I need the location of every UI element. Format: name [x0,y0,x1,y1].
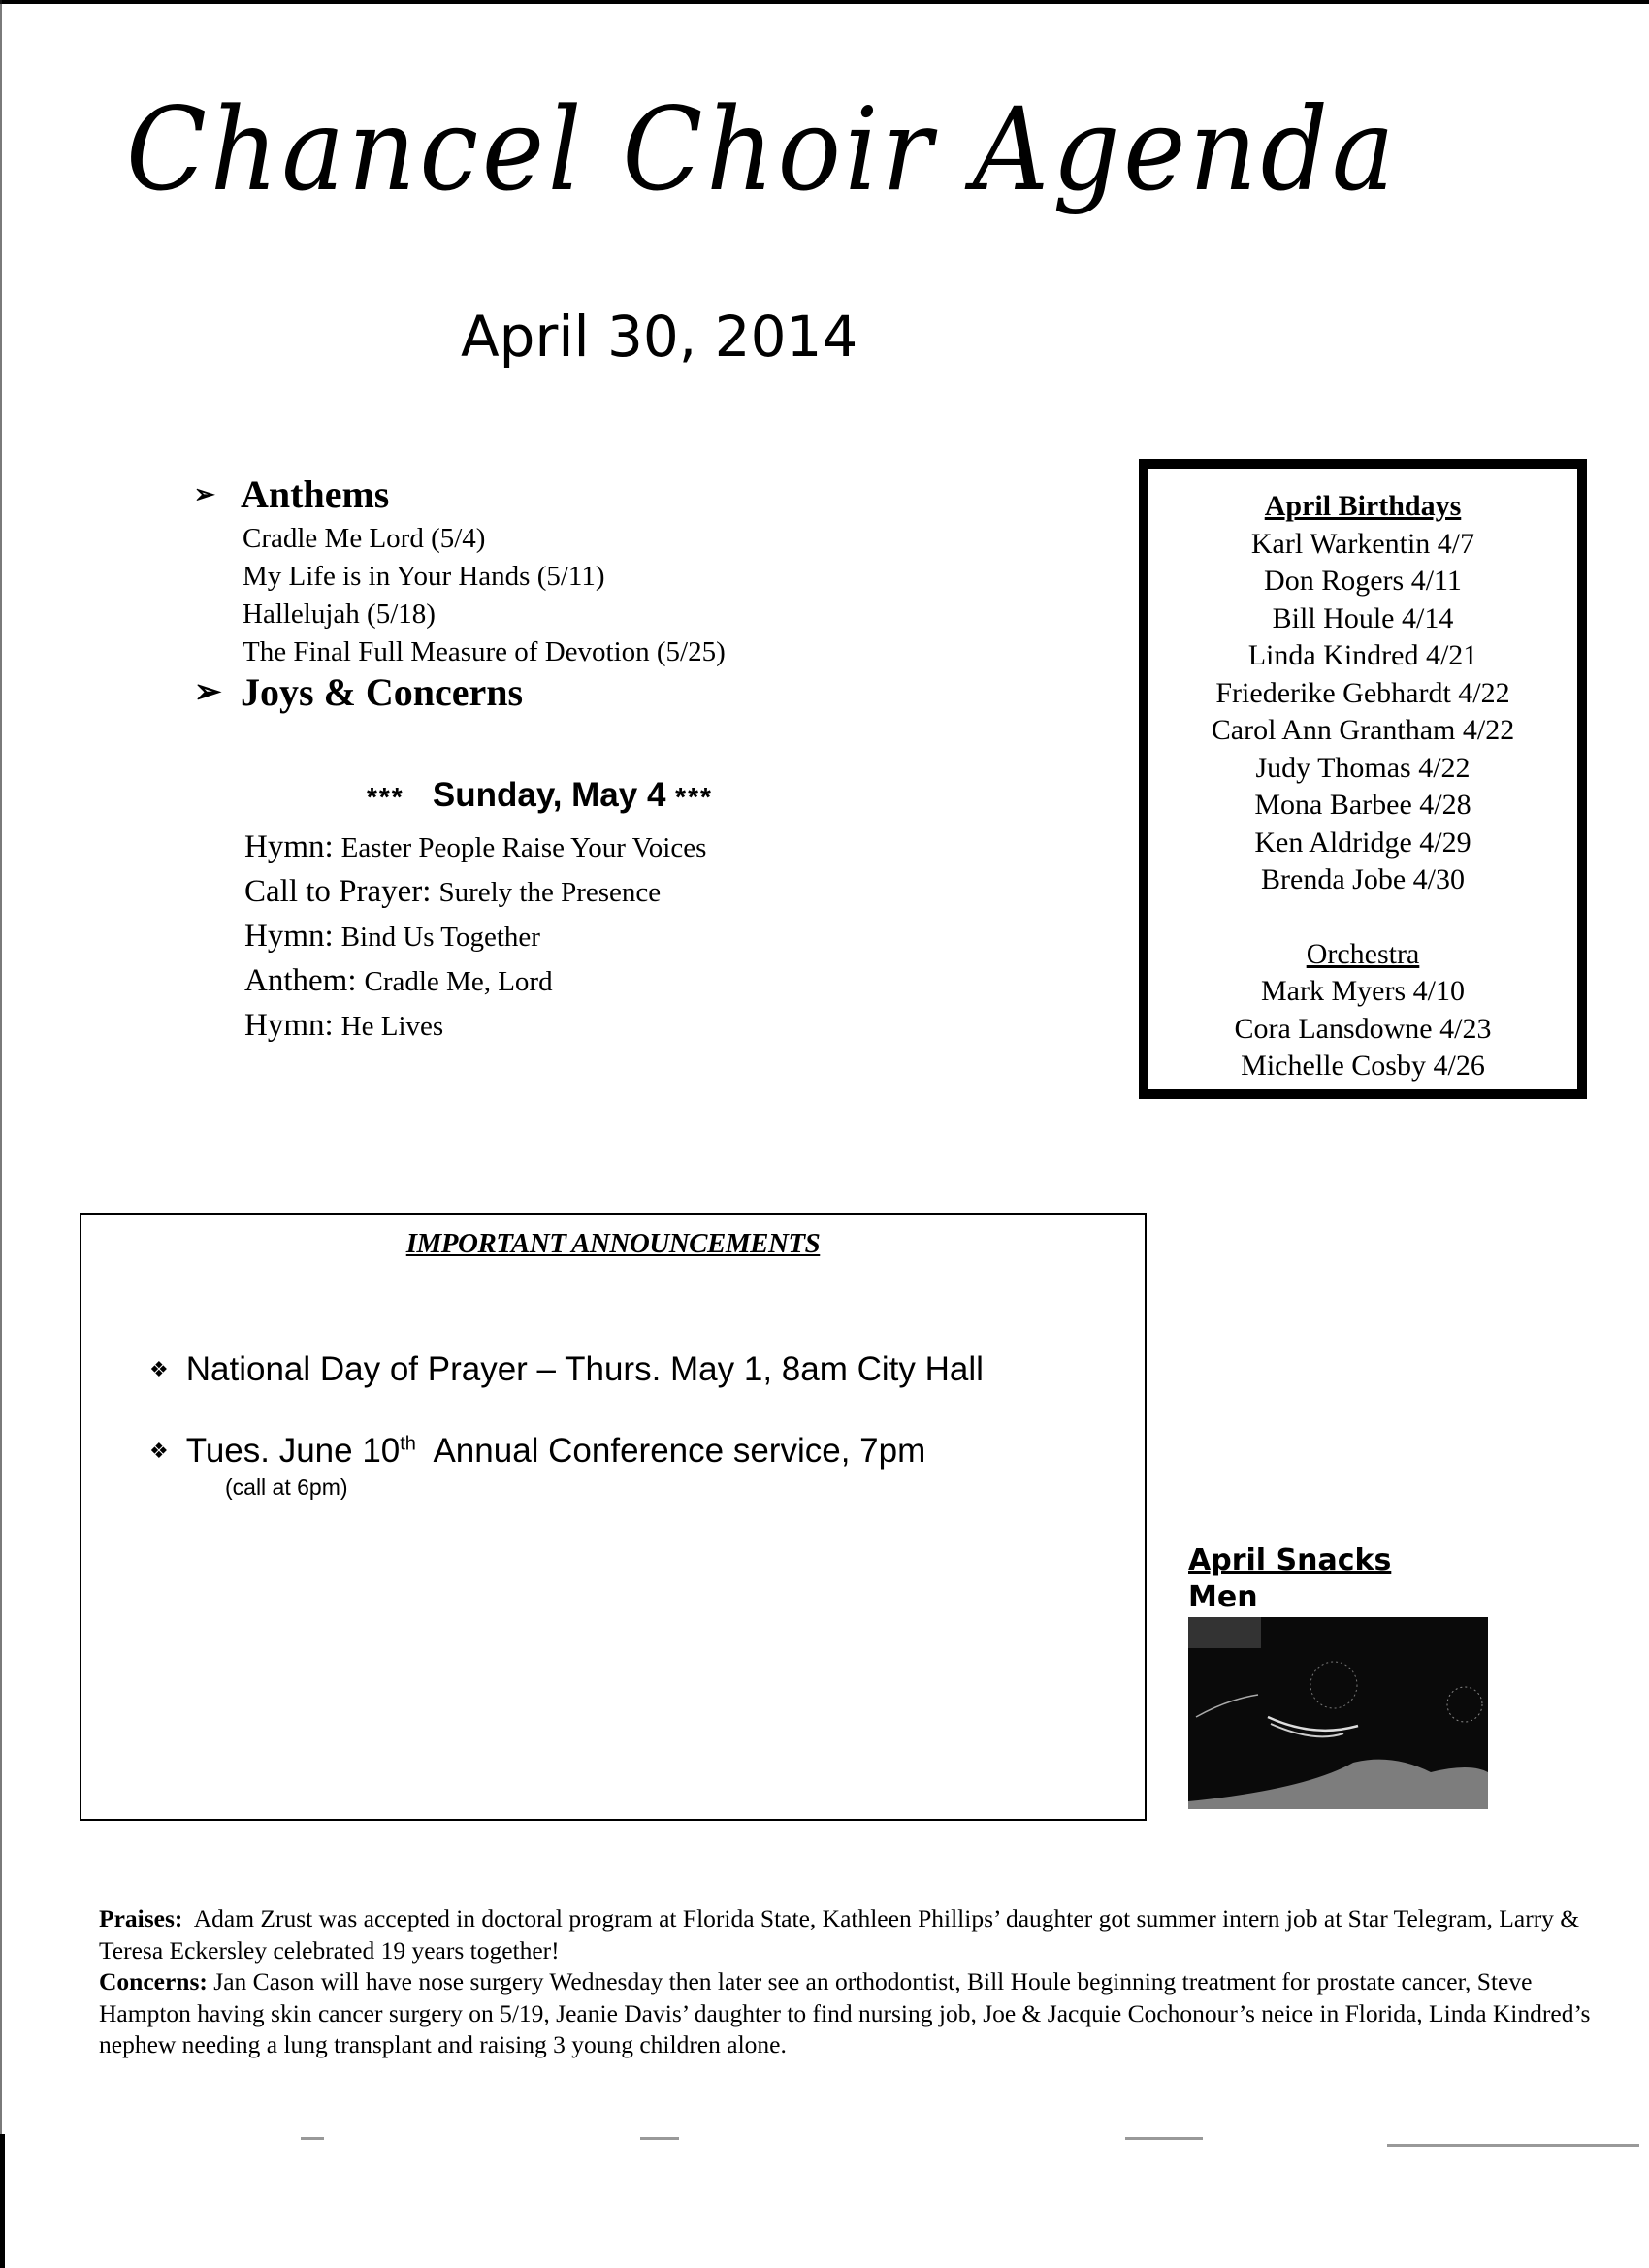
ordinal-suffix: th [400,1433,416,1455]
scan-left-edge [0,0,2,2268]
birthday-item: Don Rogers 4/11 [1264,565,1462,597]
orchestra-heading: Orchestra [1306,937,1420,970]
stars-left: *** [367,782,404,812]
service-value: He Lives [340,1011,444,1042]
anthem-item: Hallelujah (5/18) [242,599,436,630]
arrowhead-bullet-icon: ➢ [194,479,215,508]
concerns-label: Concerns: [99,1967,208,1995]
birthday-item: Linda Kindred 4/21 [1247,639,1478,671]
agenda-date: April 30, 2014 [461,304,858,370]
announcements-heading: IMPORTANT ANNOUNCEMENTS [405,1228,821,1259]
four-diamond-bullet-icon: ❖ [149,1439,169,1463]
service-label: Call to Prayer: [244,874,432,909]
anthem-item: Cradle Me Lord (5/4) [242,523,486,554]
service-value: Bind Us Together [340,922,540,953]
snacks-group: Men [1188,1580,1258,1614]
agenda-section [194,473,912,714]
birthday-item: Brenda Jobe 4/30 [1261,863,1465,895]
scan-speck [301,2137,324,2140]
scan-speck [1387,2144,1639,2147]
anthem-item: The Final Full Measure of Devotion (5/25) [242,636,726,667]
birthday-item: Mona Barbee 4/28 [1254,789,1471,821]
anthems-heading: Anthems [241,472,390,516]
announcement-text: Tues. June 10 [185,1432,401,1470]
concerns-text: Jan Cason will have nose surgery Wednesday then later see an orthodontist, Bill Houle beginning treatment for prostate cancer, Steve Hampton having skin cancer surgery on 5/19, Jeanie Davis’ daughter to find nursing job, Joe & Jacquie Cochonour’s neice in Florida, Linda Kindred’s nephew needing a lung transplant and raising 3 young children alone. [99,1967,1591,2058]
scan-top-edge [0,0,1649,4]
birthday-item: Bill Houle 4/14 [1272,601,1454,634]
arrowhead-bullet-icon: ➢ [194,674,222,711]
praises-concerns [99,1903,1593,2061]
service-value: Easter People Raise Your Voices [340,832,707,863]
four-diamond-bullet-icon: ❖ [149,1357,169,1381]
anthems-heading-row [194,473,912,516]
service-value: Surely the Presence [438,877,662,908]
birthday-item: Friederike Gebhardt 4/22 [1215,676,1510,709]
orchestra-birthday-item: Mark Myers 4/10 [1261,975,1465,1007]
service-label: Hymn: [244,829,334,864]
birthday-item: Carol Ann Grantham 4/22 [1211,714,1515,746]
page-title: Chancel Choir Agenda [126,82,1399,216]
service-item [244,958,706,1003]
birthdays-heading: April Birthdays [1264,490,1462,522]
stars-right: *** [675,782,713,812]
orchestra-birthday-item: Cora Lansdowne 4/23 [1234,1012,1492,1045]
announcement-text-rest: Annual Conference service, 7pm [415,1432,926,1470]
scan-speck [1125,2137,1203,2140]
announcement-item [149,1350,984,1389]
birthdays-box [1139,459,1587,1099]
snack-photo [1188,1617,1488,1809]
announcements-box [80,1213,1147,1821]
service-label: Hymn: [244,919,334,954]
service-item [244,869,706,914]
sunday-date: Sunday, May 4 [432,776,666,814]
praises-text: Adam Zrust was accepted in doctoral program at Florida State, Kathleen Phillips’ daughter got summer intern job at Star Telegram, Larry & Teresa Eckersley celebrated 19 years together! [99,1904,1580,1964]
photo-highlight [1188,1617,1261,1648]
birthday-item: Karl Warkentin 4/7 [1250,527,1475,560]
anthem-list [242,520,912,671]
snacks-heading: April Snacks [1188,1543,1392,1577]
service-item [244,1003,706,1048]
service-item [244,914,706,958]
announcement-item [149,1432,925,1471]
snack-photo-image [1188,1617,1488,1809]
birthday-item: Judy Thomas 4/22 [1255,751,1471,784]
sunday-heading [367,776,713,815]
snacks-section [1188,1542,1391,1616]
announcement-note: (call at 6pm) [225,1474,348,1500]
announcement-text: National Day of Prayer – Thurs. May 1, 8am City Hall [185,1350,984,1388]
service-value: Cradle Me, Lord [364,966,553,997]
scan-speck [640,2137,679,2140]
service-label: Hymn: [244,1008,334,1043]
scan-left-edge-mark [0,2134,5,2268]
service-label: Anthem: [244,963,357,998]
orchestra-birthday-item: Michelle Cosby 4/26 [1241,1050,1485,1082]
joys-concerns-heading: Joys & Concerns [241,670,524,714]
birthday-item: Ken Aldridge 4/29 [1254,826,1471,859]
service-order [244,825,706,1048]
anthem-item: My Life is in Your Hands (5/11) [242,561,605,592]
service-item [244,825,706,869]
praises-label: Praises: [99,1904,183,1932]
joys-heading-row [194,671,912,714]
